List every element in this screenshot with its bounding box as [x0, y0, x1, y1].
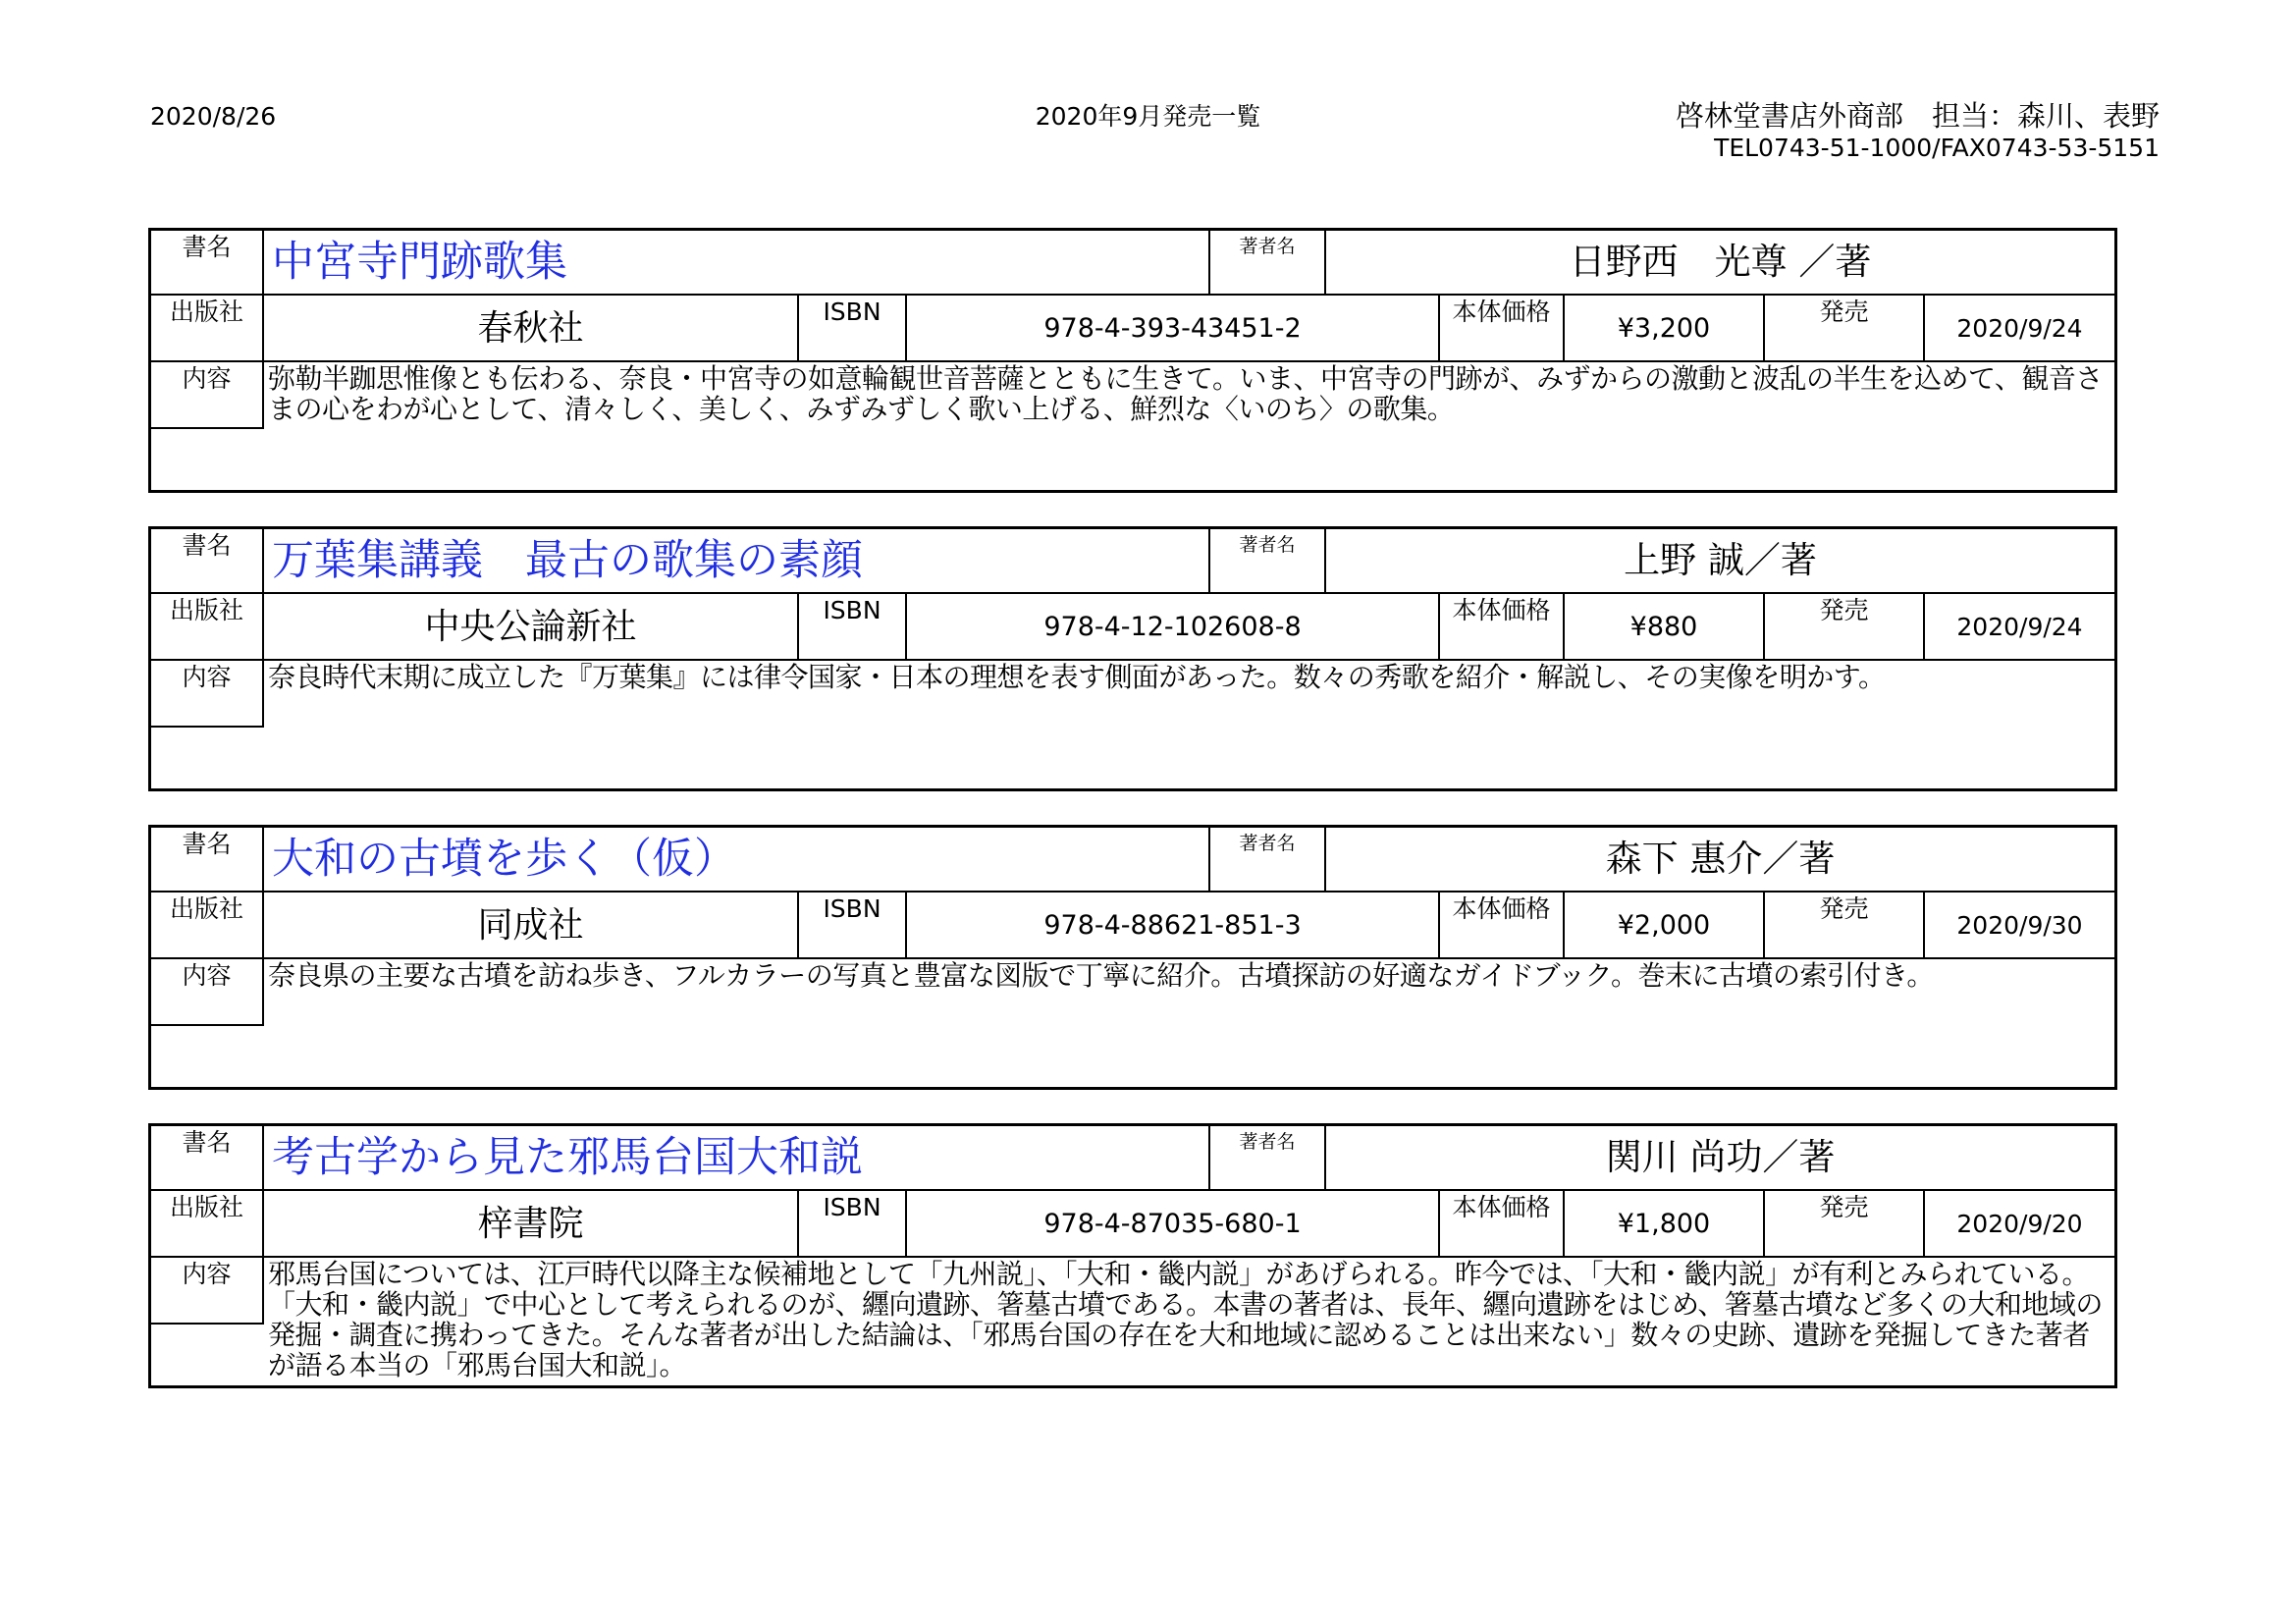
publisher-label: 出版社 [169, 596, 243, 624]
book-card [148, 526, 2117, 791]
divider [151, 1323, 263, 1325]
publisher-label: 出版社 [169, 1193, 243, 1221]
book-publisher: 中央公論新社 [424, 607, 637, 647]
book-author: 日野西 光尊 ／著 [1569, 241, 1872, 283]
book-price: ¥880 [1629, 612, 1698, 642]
content-label: 内容 [182, 1260, 232, 1288]
divider [151, 427, 263, 429]
content-label: 内容 [182, 364, 232, 393]
book-price: ¥1,800 [1617, 1209, 1711, 1239]
book-title: 考古学から見た邪馬台国大和説 [272, 1133, 863, 1182]
author-label: 著者名 [1239, 833, 1296, 854]
book-release-date: 2020/9/30 [1956, 911, 2083, 940]
author-label: 著者名 [1239, 1131, 1296, 1153]
content-label: 内容 [182, 961, 232, 990]
price-label: 本体価格 [1452, 1193, 1551, 1221]
title-label: 書名 [182, 830, 232, 858]
book-author: 上野 誠／著 [1624, 539, 1817, 581]
book-description: 邪馬台国については、江戸時代以降主な候補地として「九州説」、「大和・畿内説」があげられる。昨今では、「大和・畿内説」が有利とみられている。「大和・畿内説」で中心として考えられるのが、纒向遺跡、箸墓古墳である。本書の著者は、長年、纒向遺跡をはじめ、箸墓古墳など多くの大和地域の発掘・調査に携わってきた。そんな著者が出した結論は、「邪馬台国の存在を大和地域に認めることは出来ない」数々の史跡、遺跡を発掘してきた著者が語る本当の「邪馬台国大和説」。 [268, 1258, 2103, 1381]
book-price: ¥3,200 [1617, 313, 1711, 344]
book-author: 森下 惠介／著 [1605, 838, 1836, 880]
book-title: 中宮寺門跡歌集 [272, 238, 567, 287]
book-publisher: 同成社 [477, 905, 584, 946]
divider [151, 726, 263, 728]
page-title: 2020年9月発売一覧 [1035, 102, 1261, 131]
book-release-date: 2020/9/24 [1956, 613, 2083, 641]
book-release-date: 2020/9/24 [1956, 314, 2083, 343]
price-label: 本体価格 [1452, 596, 1551, 624]
book-description: 弥勒半跏思惟像とも伝わる、奈良・中宮寺の如意輪観世音菩薩とともに生きて。いま、中宮寺の門跡が、みずからの激動と波乱の半生を込めて、観音さまの心をわが心として、清々しく、美しく、みずみずしく歌い上げる、鮮烈な〈いのち〉の歌集。 [268, 362, 2103, 425]
author-label: 著者名 [1239, 236, 1296, 257]
publisher-label: 出版社 [169, 894, 243, 923]
book-isbn: 978-4-393-43451-2 [1043, 313, 1302, 344]
book-description: 奈良時代末期に成立した『万葉集』には律令国家・日本の理想を表す側面があった。数々の秀歌を紹介・解説し、その実像を明かす。 [268, 661, 1886, 693]
book-price: ¥2,000 [1617, 910, 1711, 941]
release-label: 発売 [1819, 596, 1869, 624]
book-author: 関川 尚功／著 [1605, 1136, 1836, 1178]
release-label: 発売 [1819, 1193, 1869, 1221]
company-phone-fax: TEL0743-51-1000/FAX0743-53-5151 [1714, 134, 2160, 162]
price-label: 本体価格 [1452, 298, 1551, 326]
book-isbn: 978-4-88621-851-3 [1043, 910, 1302, 941]
isbn-label: ISBN [823, 894, 881, 923]
book-card [148, 1123, 2117, 1388]
title-label: 書名 [182, 233, 232, 261]
release-label: 発売 [1819, 894, 1869, 923]
content-label: 内容 [182, 663, 232, 691]
header-date: 2020/8/26 [150, 102, 277, 131]
book-title: 大和の古墳を歩く（仮） [272, 835, 736, 884]
book-release-date: 2020/9/20 [1956, 1210, 2083, 1238]
publisher-label: 出版社 [169, 298, 243, 326]
title-label: 書名 [182, 531, 232, 560]
book-isbn: 978-4-87035-680-1 [1043, 1209, 1302, 1239]
book-publisher: 梓書院 [477, 1204, 584, 1244]
book-description: 奈良県の主要な古墳を訪ね歩き、フルカラーの写真と豊富な図版で丁寧に紹介。古墳探訪の好適なガイドブック。巻末に古墳の索引付き。 [268, 959, 1934, 992]
divider [151, 1024, 263, 1026]
book-publisher: 春秋社 [477, 308, 584, 349]
release-label: 発売 [1819, 298, 1869, 326]
title-label: 書名 [182, 1128, 232, 1157]
book-isbn: 978-4-12-102608-8 [1043, 612, 1302, 642]
header-company [1676, 98, 2160, 163]
book-title: 万葉集講義 最古の歌集の素顔 [272, 536, 863, 585]
author-label: 著者名 [1239, 534, 1296, 556]
isbn-label: ISBN [823, 596, 881, 624]
price-label: 本体価格 [1452, 894, 1551, 923]
book-card [148, 825, 2117, 1090]
isbn-label: ISBN [823, 298, 881, 326]
company-contact-name: 啓林堂書店外商部 担当：森川、表野 [1675, 99, 2160, 133]
book-card [148, 228, 2117, 493]
isbn-label: ISBN [823, 1193, 881, 1221]
